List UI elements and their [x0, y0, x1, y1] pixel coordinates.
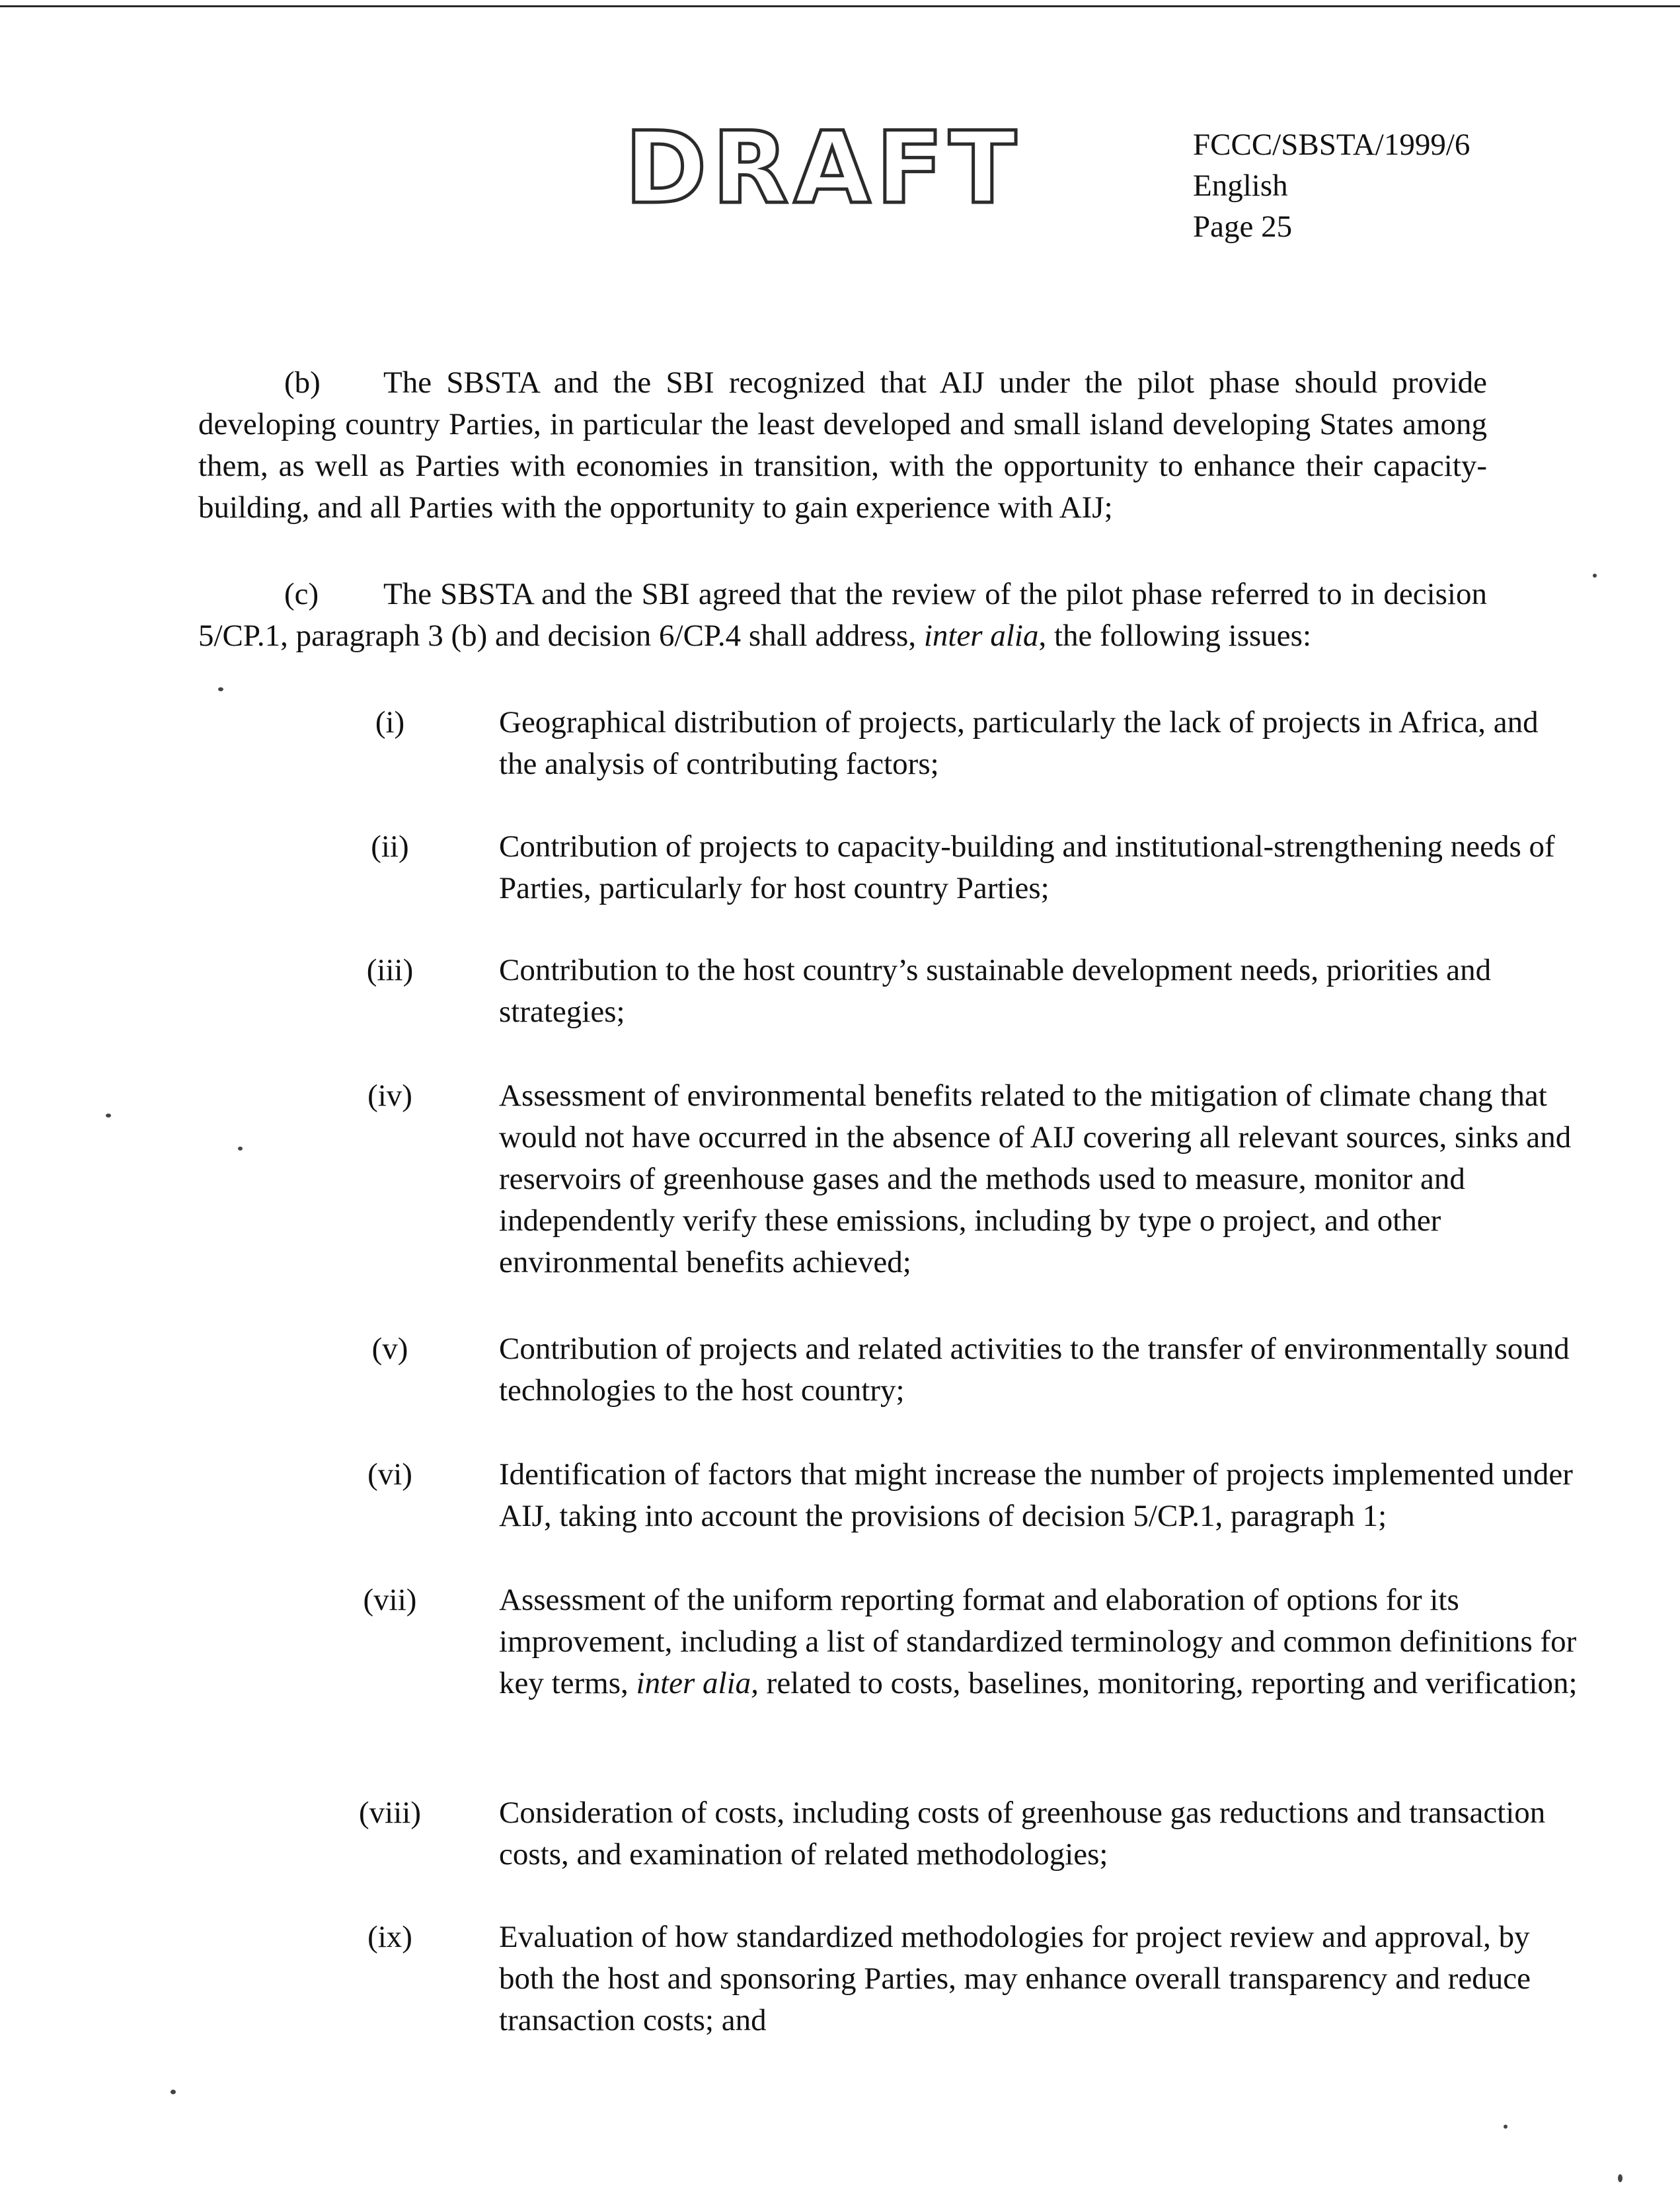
paragraph-b-text: The SBSTA and the SBI recognized that AIJ under the pilot phase should provide developing country Parties, in particular the least developed and small island developing States among them, as well as Parties with economies in transition, with the opportunity to enhance their capacity-building, and all Parties with the opportunity to gain experience with AIJ;: [198, 365, 1487, 525]
list-item-number: (ix): [367, 1920, 412, 1954]
scan-speck: [218, 687, 223, 691]
scan-speck: [1504, 2125, 1508, 2129]
list-item-number: (v): [371, 1332, 408, 1366]
paragraph-c-letter: (c): [284, 577, 319, 611]
list-item-number: (vii): [363, 1583, 417, 1617]
paragraph-b-letter: (b): [284, 365, 321, 400]
scan-speck: [106, 1114, 111, 1118]
list-item-number: (iii): [366, 953, 414, 987]
list-item-text: Evaluation of how standardized methodologies for project review and approval, by both the host and sponsoring Parties, may enhance overall transparency and reduce transaction costs; and: [499, 1920, 1531, 2037]
scan-speck: [171, 2090, 176, 2094]
list-item-number: (vi): [367, 1457, 412, 1492]
list-item-number: (iv): [367, 1079, 412, 1113]
paragraph-c-italic: inter alia: [923, 619, 1039, 653]
list-item-text: Contribution of projects and related activities to the transfer of environmentally sound technologies to the host country;: [499, 1332, 1570, 1408]
list-item-text: Geographical distribution of projects, particularly the lack of projects in Africa, and the analysis of contributing factors;: [499, 705, 1539, 781]
scan-top-edge-rule: [0, 5, 1680, 7]
list-item-number: (ii): [371, 829, 409, 864]
list-item-number: (i): [375, 705, 405, 740]
paragraph-b: [198, 362, 1487, 529]
list-item-number: (viii): [359, 1796, 421, 1830]
paragraph-c-text-end: , the following issues:: [1038, 619, 1312, 653]
document-symbol-block: [1193, 124, 1470, 247]
paragraph-c-text: The SBSTA and the SBI agreed that the review of the pilot phase referred to in decision 5/CP.1, paragraph 3 (b) and decision 6/CP.4 shall address,: [198, 577, 1487, 653]
list-item-text: [499, 1579, 1580, 1704]
scan-speck: [1593, 574, 1597, 578]
list-item-text: Assessment of environmental benefits related to the mitigation of climate chang that would not have occurred in the absence of AIJ covering all relevant sources, sinks and reservoirs of greenhouse gases and the methods used to measure, monitor and independently verify these emissions, including by type o project, and other environmental benefits achieved;: [499, 1079, 1572, 1279]
draft-stamp: DRAFT: [625, 111, 1022, 226]
scan-speck: [1618, 2174, 1623, 2182]
list-item-text: Consideration of costs, including costs of greenhouse gas reductions and transaction costs, and examination of related methodologies;: [499, 1796, 1546, 1872]
list-item-text-start: Assessment of the uniform reporting format and elaboration of options for its improvement, including a list of standardized terminology and common definitions for key terms,: [499, 1583, 1577, 1700]
document-language: English: [1193, 169, 1288, 203]
document-symbol: FCCC/SBSTA/1999/6: [1193, 128, 1470, 162]
page-number: Page 25: [1193, 209, 1293, 244]
list-item-text-italic: inter alia,: [636, 1666, 759, 1700]
paragraph-c: [198, 574, 1487, 657]
list-item-text-end: related to costs, baselines, monitoring, reporting and verification;: [758, 1666, 1578, 1700]
scan-speck: [238, 1147, 243, 1151]
list-item-text: Contribution of projects to capacity-building and institutional-strengthening needs of Parties, particularly for host country Parties;: [499, 829, 1555, 905]
list-item-text: Identification of factors that might increase the number of projects implemented under AIJ, taking into account the provisions of decision 5/CP.1, paragraph 1;: [499, 1457, 1573, 1533]
list-item-text: Contribution to the host country’s sustainable development needs, priorities and strategies;: [499, 953, 1492, 1029]
